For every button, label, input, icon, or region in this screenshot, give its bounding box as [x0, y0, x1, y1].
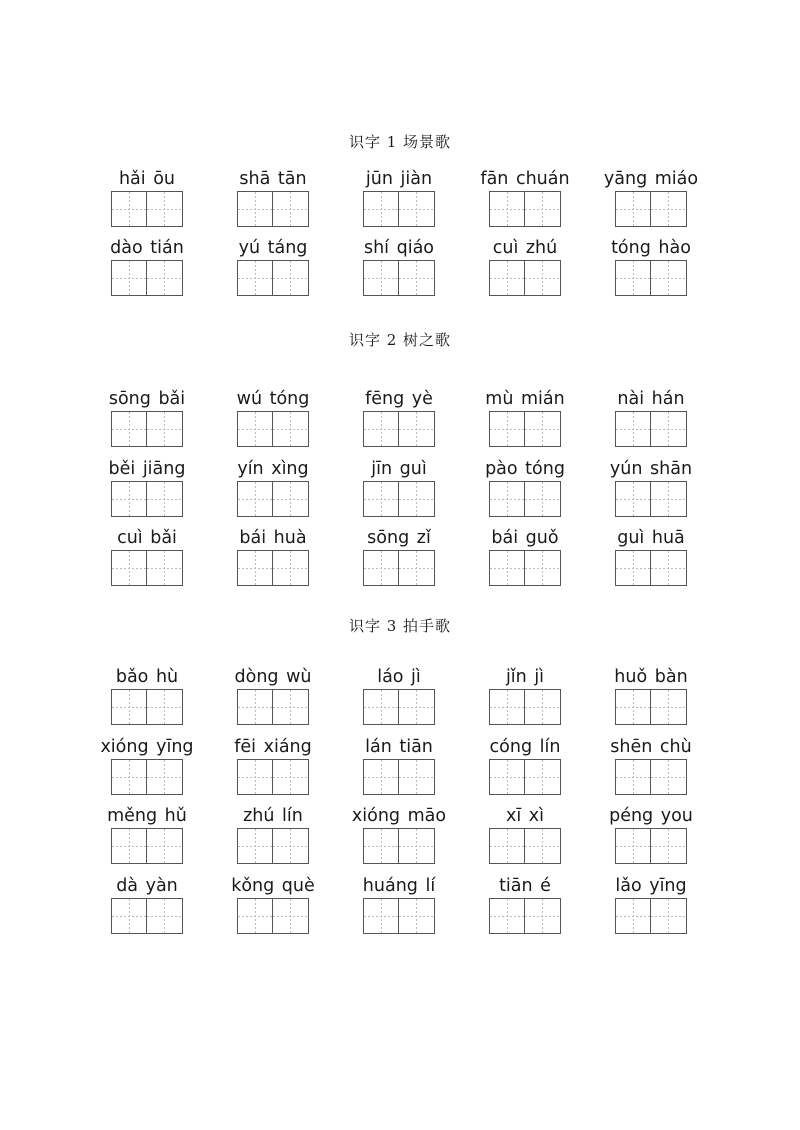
writing-cell[interactable]: [111, 759, 147, 795]
pinyin-label: shí qiáo: [363, 238, 435, 258]
writing-grid[interactable]: [111, 828, 183, 864]
writing-grid[interactable]: [363, 481, 435, 517]
writing-grid[interactable]: [237, 550, 309, 586]
writing-grid[interactable]: [111, 260, 183, 296]
writing-cell[interactable]: [147, 828, 183, 864]
word-item: [588, 168, 714, 236]
pinyin-label: guì huā: [617, 528, 685, 548]
writing-cell[interactable]: [147, 260, 183, 296]
writing-cell[interactable]: [273, 411, 309, 447]
pinyin-label: sōng zǐ: [367, 528, 431, 548]
writing-cell[interactable]: [399, 191, 435, 227]
word-item: [210, 805, 336, 873]
writing-grid[interactable]: [237, 689, 309, 725]
pinyin-label: shā tān: [239, 169, 307, 189]
word-item: [588, 458, 714, 526]
writing-cell[interactable]: [525, 191, 561, 227]
writing-cell[interactable]: [399, 898, 435, 934]
writing-cell[interactable]: [237, 260, 273, 296]
word-item: [462, 458, 588, 526]
writing-cell[interactable]: [273, 759, 309, 795]
word-item: [462, 875, 588, 943]
pinyin-label: jǐn jì: [505, 667, 545, 687]
writing-cell[interactable]: [489, 898, 525, 934]
writing-cell[interactable]: [615, 898, 651, 934]
writing-cell[interactable]: [615, 481, 651, 517]
pinyin-label: cuì zhú: [492, 238, 558, 258]
writing-cell[interactable]: [651, 481, 687, 517]
writing-cell[interactable]: [489, 481, 525, 517]
writing-cell[interactable]: [147, 898, 183, 934]
writing-cell[interactable]: [111, 550, 147, 586]
writing-grid[interactable]: [363, 898, 435, 934]
writing-cell[interactable]: [147, 759, 183, 795]
word-item: [84, 168, 210, 236]
word-item: [336, 805, 462, 873]
writing-cell[interactable]: [237, 481, 273, 517]
writing-cell[interactable]: [399, 411, 435, 447]
writing-cell[interactable]: [273, 689, 309, 725]
word-row: [0, 458, 800, 526]
writing-cell[interactable]: [525, 481, 561, 517]
writing-cell[interactable]: [615, 411, 651, 447]
word-item: [336, 388, 462, 456]
writing-cell[interactable]: [489, 689, 525, 725]
word-item: [588, 736, 714, 804]
word-item: [336, 666, 462, 734]
writing-grid[interactable]: [615, 411, 687, 447]
writing-cell[interactable]: [363, 411, 399, 447]
writing-grid[interactable]: [237, 481, 309, 517]
word-item: [336, 875, 462, 943]
writing-cell[interactable]: [363, 550, 399, 586]
writing-cell[interactable]: [111, 260, 147, 296]
word-item: [588, 388, 714, 456]
writing-grid[interactable]: [489, 411, 561, 447]
writing-grid[interactable]: [615, 481, 687, 517]
writing-grid[interactable]: [489, 689, 561, 725]
writing-grid[interactable]: [363, 260, 435, 296]
writing-cell[interactable]: [147, 689, 183, 725]
word-item: [84, 237, 210, 305]
writing-cell[interactable]: [111, 191, 147, 227]
pinyin-label: mù mián: [485, 389, 565, 409]
pinyin-label: bǎo hù: [115, 667, 179, 687]
writing-cell[interactable]: [237, 550, 273, 586]
writing-cell[interactable]: [147, 411, 183, 447]
pinyin-label: tiān é: [499, 876, 551, 896]
word-item: [462, 388, 588, 456]
writing-cell[interactable]: [525, 828, 561, 864]
writing-grid[interactable]: [489, 550, 561, 586]
writing-cell[interactable]: [525, 759, 561, 795]
writing-cell[interactable]: [615, 828, 651, 864]
writing-cell[interactable]: [363, 260, 399, 296]
pinyin-label: dào tián: [110, 238, 184, 258]
word-item: [210, 388, 336, 456]
word-row: [0, 736, 800, 804]
pinyin-label: fēi xiáng: [234, 737, 312, 757]
writing-cell[interactable]: [147, 191, 183, 227]
writing-grid[interactable]: [111, 411, 183, 447]
writing-cell[interactable]: [651, 260, 687, 296]
writing-cell[interactable]: [651, 828, 687, 864]
pinyin-label: dà yàn: [116, 876, 178, 896]
writing-cell[interactable]: [111, 898, 147, 934]
writing-cell[interactable]: [273, 898, 309, 934]
word-item: [84, 875, 210, 943]
writing-cell[interactable]: [273, 828, 309, 864]
pinyin-label: měng hǔ: [107, 806, 187, 826]
writing-cell[interactable]: [525, 898, 561, 934]
word-row: [0, 666, 800, 734]
writing-grid[interactable]: [363, 689, 435, 725]
writing-cell[interactable]: [399, 759, 435, 795]
writing-grid[interactable]: [615, 550, 687, 586]
writing-cell[interactable]: [363, 828, 399, 864]
pinyin-label: dòng wù: [234, 667, 312, 687]
writing-grid[interactable]: [237, 191, 309, 227]
section-title: 识字 2 树之歌: [348, 331, 452, 349]
pinyin-label: fēng yè: [365, 389, 433, 409]
word-row: [0, 805, 800, 873]
pinyin-label: cóng lín: [489, 737, 561, 757]
writing-cell[interactable]: [615, 191, 651, 227]
word-item: [336, 527, 462, 595]
word-item: [210, 237, 336, 305]
word-item: [588, 875, 714, 943]
writing-grid[interactable]: [489, 481, 561, 517]
writing-grid[interactable]: [489, 191, 561, 227]
pinyin-label: lán tiān: [365, 737, 433, 757]
section-title: 识字 1 场景歌: [348, 133, 452, 151]
writing-cell[interactable]: [237, 411, 273, 447]
word-item: [588, 237, 714, 305]
writing-cell[interactable]: [237, 689, 273, 725]
writing-cell[interactable]: [489, 191, 525, 227]
writing-cell[interactable]: [147, 550, 183, 586]
writing-grid[interactable]: [237, 759, 309, 795]
writing-grid[interactable]: [363, 550, 435, 586]
writing-cell[interactable]: [399, 689, 435, 725]
writing-cell[interactable]: [237, 191, 273, 227]
writing-cell[interactable]: [399, 481, 435, 517]
writing-grid[interactable]: [615, 898, 687, 934]
word-item: [588, 527, 714, 595]
writing-cell[interactable]: [651, 191, 687, 227]
writing-cell[interactable]: [651, 898, 687, 934]
writing-grid[interactable]: [615, 689, 687, 725]
writing-cell[interactable]: [651, 411, 687, 447]
pinyin-label: jūn jiàn: [365, 169, 433, 189]
writing-cell[interactable]: [489, 828, 525, 864]
word-item: [84, 527, 210, 595]
writing-cell[interactable]: [525, 411, 561, 447]
writing-grid[interactable]: [363, 759, 435, 795]
word-item: [588, 805, 714, 873]
writing-cell[interactable]: [363, 759, 399, 795]
writing-cell[interactable]: [651, 550, 687, 586]
writing-grid[interactable]: [489, 828, 561, 864]
writing-cell[interactable]: [111, 828, 147, 864]
word-item: [336, 168, 462, 236]
writing-grid[interactable]: [237, 828, 309, 864]
word-row: [0, 527, 800, 595]
writing-cell[interactable]: [111, 481, 147, 517]
pinyin-label: xióng yīng: [100, 737, 194, 757]
writing-grid[interactable]: [111, 759, 183, 795]
writing-cell[interactable]: [651, 689, 687, 725]
writing-cell[interactable]: [525, 689, 561, 725]
word-item: [462, 666, 588, 734]
pinyin-label: hǎi ōu: [118, 169, 176, 189]
word-row: [0, 168, 800, 236]
writing-cell[interactable]: [237, 759, 273, 795]
word-item: [336, 237, 462, 305]
writing-grid[interactable]: [615, 191, 687, 227]
writing-grid[interactable]: [615, 828, 687, 864]
pinyin-label: xī xì: [506, 806, 544, 826]
pinyin-label: láo jì: [377, 667, 421, 687]
pinyin-label: zhú lín: [243, 806, 303, 826]
word-row: [0, 875, 800, 943]
writing-cell[interactable]: [399, 550, 435, 586]
word-item: [84, 458, 210, 526]
pinyin-label: tóng hào: [611, 238, 691, 258]
pinyin-label: cuì bǎi: [117, 528, 177, 548]
writing-cell[interactable]: [363, 191, 399, 227]
writing-cell[interactable]: [363, 898, 399, 934]
word-item: [210, 666, 336, 734]
pinyin-label: lǎo yīng: [615, 876, 687, 896]
word-item: [336, 458, 462, 526]
writing-cell[interactable]: [399, 260, 435, 296]
writing-grid[interactable]: [615, 260, 687, 296]
word-item: [462, 805, 588, 873]
writing-cell[interactable]: [363, 481, 399, 517]
writing-grid[interactable]: [111, 191, 183, 227]
writing-cell[interactable]: [237, 828, 273, 864]
word-item: [462, 168, 588, 236]
writing-cell[interactable]: [615, 260, 651, 296]
writing-cell[interactable]: [273, 550, 309, 586]
pinyin-label: jīn guì: [371, 459, 427, 479]
word-item: [84, 805, 210, 873]
word-item: [210, 527, 336, 595]
writing-grid[interactable]: [363, 411, 435, 447]
writing-cell[interactable]: [651, 759, 687, 795]
writing-grid[interactable]: [489, 898, 561, 934]
pinyin-label: xióng māo: [351, 806, 447, 826]
word-item: [210, 458, 336, 526]
pinyin-label: huǒ bàn: [614, 667, 688, 687]
pinyin-label: huáng lí: [362, 876, 436, 896]
writing-grid[interactable]: [111, 689, 183, 725]
word-item: [84, 736, 210, 804]
writing-cell[interactable]: [111, 411, 147, 447]
writing-cell[interactable]: [615, 550, 651, 586]
pinyin-label: kǒng què: [231, 876, 315, 896]
writing-cell[interactable]: [237, 898, 273, 934]
pinyin-label: bái huà: [239, 528, 307, 548]
pinyin-label: sōng bǎi: [108, 389, 186, 409]
writing-grid[interactable]: [237, 898, 309, 934]
writing-cell[interactable]: [489, 411, 525, 447]
pinyin-label: yāng miáo: [603, 169, 699, 189]
writing-grid[interactable]: [111, 481, 183, 517]
pinyin-label: shēn chù: [610, 737, 692, 757]
writing-cell[interactable]: [489, 260, 525, 296]
word-item: [336, 736, 462, 804]
pinyin-label: wú tóng: [236, 389, 310, 409]
pinyin-label: nài hán: [617, 389, 685, 409]
writing-grid[interactable]: [363, 191, 435, 227]
writing-cell[interactable]: [525, 260, 561, 296]
writing-grid[interactable]: [489, 260, 561, 296]
section-title: 识字 3 拍手歌: [348, 617, 452, 635]
writing-grid[interactable]: [111, 550, 183, 586]
writing-grid[interactable]: [111, 898, 183, 934]
writing-cell[interactable]: [273, 191, 309, 227]
pinyin-label: yín xìng: [237, 459, 309, 479]
writing-cell[interactable]: [111, 689, 147, 725]
writing-grid[interactable]: [237, 260, 309, 296]
writing-cell[interactable]: [399, 828, 435, 864]
writing-cell[interactable]: [147, 481, 183, 517]
word-item: [210, 736, 336, 804]
pinyin-label: fān chuán: [480, 169, 570, 189]
word-item: [462, 527, 588, 595]
writing-cell[interactable]: [615, 759, 651, 795]
writing-grid[interactable]: [363, 828, 435, 864]
writing-cell[interactable]: [363, 689, 399, 725]
word-item: [588, 666, 714, 734]
word-item: [210, 875, 336, 943]
word-item: [462, 237, 588, 305]
writing-cell[interactable]: [525, 550, 561, 586]
word-row: [0, 388, 800, 456]
pinyin-label: bái guǒ: [491, 528, 559, 548]
writing-cell[interactable]: [273, 481, 309, 517]
pinyin-label: yún shān: [609, 459, 693, 479]
writing-cell[interactable]: [615, 689, 651, 725]
pinyin-label: yú táng: [238, 238, 308, 258]
word-row: [0, 237, 800, 305]
writing-cell[interactable]: [489, 550, 525, 586]
word-item: [462, 736, 588, 804]
writing-cell[interactable]: [273, 260, 309, 296]
writing-grid[interactable]: [489, 759, 561, 795]
word-item: [84, 666, 210, 734]
pinyin-label: pào tóng: [485, 459, 565, 479]
writing-grid[interactable]: [615, 759, 687, 795]
pinyin-label: běi jiāng: [108, 459, 186, 479]
word-item: [210, 168, 336, 236]
word-item: [84, 388, 210, 456]
writing-grid[interactable]: [237, 411, 309, 447]
pinyin-label: péng you: [609, 806, 693, 826]
writing-cell[interactable]: [489, 759, 525, 795]
